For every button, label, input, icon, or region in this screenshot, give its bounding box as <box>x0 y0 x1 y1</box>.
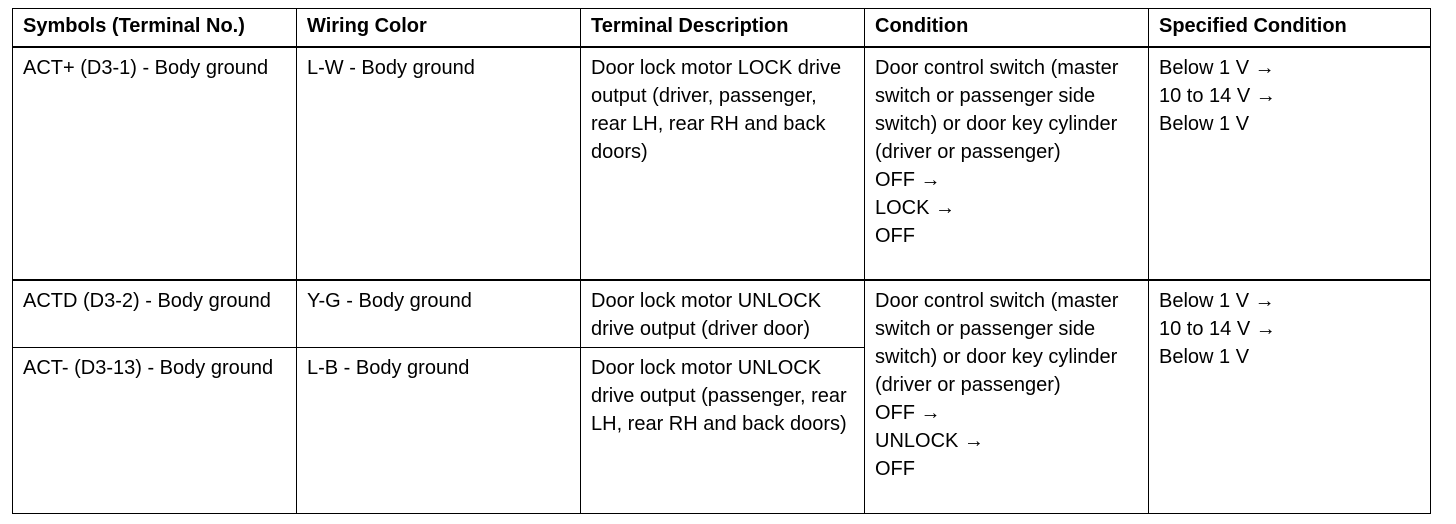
condition-step: LOCK → <box>875 197 956 219</box>
header-terminal-description: Terminal Description <box>581 9 865 48</box>
cell-specified-merged <box>1149 280 1431 514</box>
specified-step: Below 1 V <box>1159 346 1250 368</box>
table-header-row <box>13 9 1431 48</box>
cell-symbol: ACT- (D3-13) - Body ground <box>13 348 297 514</box>
table-row <box>13 280 1431 348</box>
cell-wiring: L-W - Body ground <box>297 47 581 280</box>
cell-wiring: L-B - Body ground <box>297 348 581 514</box>
header-symbols: Symbols (Terminal No.) <box>13 9 297 48</box>
condition-step: OFF <box>875 458 915 480</box>
cell-wiring: Y-G - Body ground <box>297 280 581 348</box>
header-condition: Condition <box>865 9 1149 48</box>
cell-description: Door lock motor UNLOCK drive output (passenger, rear LH, rear RH and back doors) <box>581 348 865 514</box>
condition-text: Door control switch (master switch or passenger side switch) or door key cylinder (driver or passenger) <box>875 57 1119 163</box>
cell-description: Door lock motor UNLOCK drive output (driver door) <box>581 280 865 348</box>
specified-step: 10 to 14 V → <box>1159 318 1276 340</box>
specified-step: 10 to 14 V → <box>1159 85 1276 107</box>
header-wiring-color: Wiring Color <box>297 9 581 48</box>
specified-step: Below 1 V <box>1159 113 1250 135</box>
cell-symbol: ACT+ (D3-1) - Body ground <box>13 47 297 280</box>
condition-text: Door control switch (master switch or passenger side switch) or door key cylinder (driver or passenger) <box>875 290 1119 396</box>
cell-symbol: ACTD (D3-2) - Body ground <box>13 280 297 348</box>
condition-step: OFF → <box>875 402 941 424</box>
condition-step: OFF <box>875 225 915 247</box>
specified-step: Below 1 V → <box>1159 57 1275 79</box>
condition-step: OFF → <box>875 169 941 191</box>
table-row <box>13 47 1431 280</box>
cell-condition-merged <box>865 280 1149 514</box>
specified-step: Below 1 V → <box>1159 290 1275 312</box>
condition-step: UNLOCK → <box>875 430 984 452</box>
cell-specified <box>1149 47 1431 280</box>
terminal-spec-table <box>12 8 1431 514</box>
header-specified-condition: Specified Condition <box>1149 9 1431 48</box>
cell-condition <box>865 47 1149 280</box>
cell-description: Door lock motor LOCK drive output (driver, passenger, rear LH, rear RH and back doors) <box>581 47 865 280</box>
